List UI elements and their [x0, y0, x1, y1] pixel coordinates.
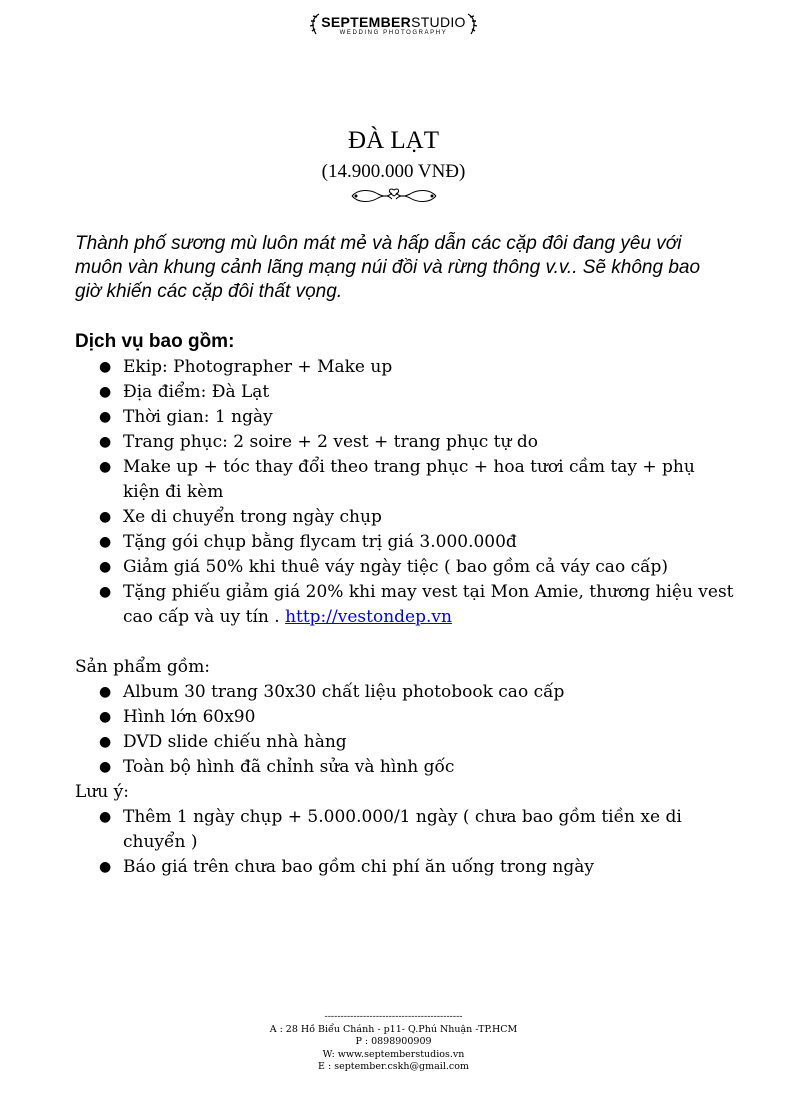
list-item: ● Toàn bộ hình đã chỉnh sửa và hình gốc: [75, 755, 735, 780]
list-item: ● Thêm 1 ngày chụp + 5.000.000/1 ngày ( chưa bao gồm tiền xe di chuyển ): [99, 807, 682, 852]
logo-wordmark: SEPTEMBERSTUDIO: [321, 14, 466, 30]
list-item: ● Báo giá trên chưa bao gồm chi phí ăn uống trong ngày: [75, 855, 735, 880]
bullet-icon: ●: [99, 409, 112, 425]
list-item: ● Tặng phiếu giảm giá 20% khi may vest tại Mon Amie, thương hiệu vest cao cấp và uy tín . http://vestondep.vn: [99, 582, 734, 627]
list-item: ● Make up + tóc thay đổi theo trang phục + hoa tươi cầm tay + phụ kiện đi kèm: [99, 457, 695, 502]
list-item: ● Thời gian: 1 ngày: [75, 405, 735, 430]
studio-logo: [0, 14, 787, 39]
notes-heading: Lưu ý:: [75, 782, 129, 802]
bullet-icon: ●: [99, 584, 112, 600]
bullet-icon: ●: [99, 359, 112, 375]
intro-paragraph: Thành phố sương mù luôn mát mẻ và hấp dẫn các cặp đôi đang yêu với muôn vàn khung cảnh lãng mạng núi đồi và rừng thông v.v.. Sẽ không bao giờ khiến các cặp đôi thất vọng.: [75, 233, 701, 302]
services-heading: Dịch vụ bao gồm:: [75, 331, 235, 352]
footer-divider: -------------------------------------------: [324, 1011, 463, 1022]
list-item: ● Địa điểm: Đà Lạt: [75, 380, 735, 405]
vestondep-link[interactable]: http://vestondep.vn: [285, 607, 452, 627]
page-title: ĐÀ LẠT: [348, 127, 439, 154]
list-item: ● DVD slide chiếu nhà hàng: [75, 730, 735, 755]
bullet-icon: ●: [99, 809, 112, 825]
contact-footer: [0, 1011, 787, 1074]
list-item: ● Xe di chuyển trong ngày chụp: [75, 505, 735, 530]
products-heading: Sản phẩm gồm:: [75, 657, 211, 677]
list-item: ● Ekip: Photographer + Make up: [75, 355, 735, 380]
bullet-icon: ●: [99, 709, 112, 725]
notes-list: [75, 805, 735, 880]
bullet-icon: ●: [99, 509, 112, 525]
bullet-icon: ●: [99, 459, 112, 475]
bullet-icon: ●: [99, 684, 112, 700]
list-item: ● Trang phục: 2 soire + 2 vest + trang phục tự do: [75, 430, 735, 455]
list-item: ● Tặng gói chụp bằng flycam trị giá 3.000.000đ: [75, 530, 735, 555]
list-item: ● Giảm giá 50% khi thuê váy ngày tiệc ( bao gồm cả váy cao cấp): [75, 555, 735, 580]
list-item: ● Hình lớn 60x90: [75, 705, 735, 730]
bullet-icon: ●: [99, 534, 112, 550]
services-list: [75, 355, 735, 630]
logo-tagline: WEDDING PHOTOGRAPHY: [339, 30, 448, 36]
ornament-divider-icon: [348, 185, 440, 207]
list-item: ● Album 30 trang 30x30 chất liệu photobook cao cấp: [75, 680, 735, 705]
bullet-icon: ●: [99, 734, 112, 750]
footer-email: E : september.cskh@gmail.com: [318, 1061, 469, 1072]
laurel-left-icon: [309, 12, 321, 36]
footer-address: A : 28 Hồ Biểu Chánh - p11- Q.Phú Nhuận -TP.HCM: [269, 1023, 518, 1035]
products-list: [75, 680, 735, 780]
bullet-icon: ●: [99, 384, 112, 400]
bullet-icon: ●: [99, 759, 112, 775]
bullet-icon: ●: [99, 434, 112, 450]
bullet-icon: ●: [99, 859, 112, 875]
laurel-right-icon: [466, 12, 478, 36]
footer-website: W: www.septemberstudios.vn: [322, 1048, 465, 1060]
package-price: (14.900.000 VNĐ): [321, 161, 466, 182]
bullet-icon: ●: [99, 559, 112, 575]
footer-phone: P : 0898900909: [355, 1036, 432, 1047]
